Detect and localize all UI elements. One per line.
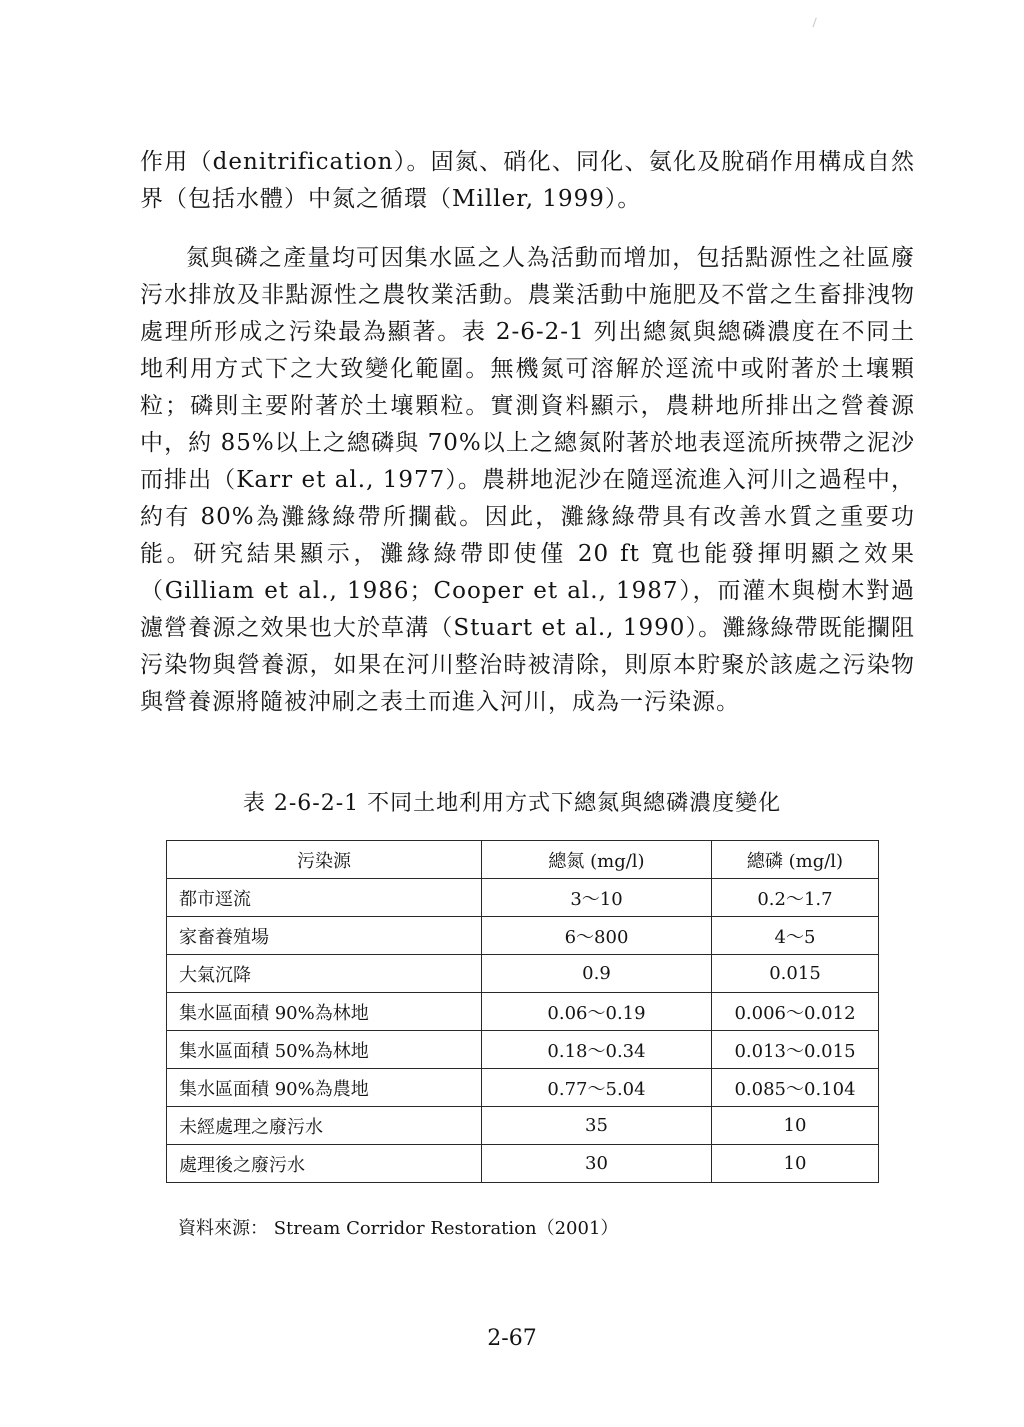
page-number: 2-67	[487, 1326, 537, 1351]
nitrogen-cell: 0.18～0.34	[482, 1031, 712, 1069]
paragraph-nutrient-pollution: 氮與磷之產量均可因集水區之人為活動而增加，包括點源性之社區廢污水排放及非點源性之農牧業活動。農業活動中施肥及不當之生畜排洩物處理所形成之污染最為顯著。表 2-6-2-1 列出總氮與總磷濃度在不同土地利用方式下之大致變化範圍。無機氮可溶解於逕流中或附著於土壤顆粒；磷則主要附著於土壤顆粒。實測資料顯示，農耕地所排出之營養源中，約 85%以上之總磷與 70%以上之總氮附著於地表逕流所挾帶之泥沙而排出（Karr et al., 1977）。農耕地泥沙在隨逕流進入河川之過程中，約有 80%為灘緣綠帶所攔截。因此，灘緣綠帶具有改善水質之重要功能。研究結果顯示，灘緣綠帶即使僅 20 ft 寬也能發揮明顯之效果（Gilliam et al., 1986；Cooper et al., 1987），而灌木與樹木對過濾營養源之效果也大於草溝（Stuart et al., 1990）。灘緣綠帶既能攔阻污染物與營養源，如果在河川整治時被清除，則原本貯聚於該處之污染物與營養源將隨被沖刷之表土而進入河川，成為一污染源。	[140, 245, 915, 715]
header-total-nitrogen: 總氮 (mg/l)	[482, 841, 712, 879]
source-cell: 處理後之廢污水	[167, 1145, 482, 1183]
nitrogen-cell: 30	[482, 1145, 712, 1183]
phosphorus-cell: 0.015	[712, 955, 879, 993]
source-cell: 集水區面積 50%為林地	[167, 1031, 482, 1069]
concentration-table	[166, 840, 879, 1183]
scan-mark	[812, 18, 819, 29]
phosphorus-cell: 0.013～0.015	[712, 1031, 879, 1069]
nitrogen-cell: 35	[482, 1107, 712, 1145]
table-row	[167, 1107, 879, 1145]
table-row	[167, 879, 879, 917]
nitrogen-cell: 0.9	[482, 955, 712, 993]
table-row	[167, 1031, 879, 1069]
source-cell: 未經處理之廢污水	[167, 1107, 482, 1145]
phosphorus-cell: 10	[712, 1145, 879, 1183]
header-total-phosphorus: 總磷 (mg/l)	[712, 841, 879, 879]
source-cell: 集水區面積 90%為農地	[167, 1069, 482, 1107]
source-cell: 都市逕流	[167, 879, 482, 917]
source-cell: 集水區面積 90%為林地	[167, 993, 482, 1031]
nitrogen-cell: 3～10	[482, 879, 712, 917]
nitrogen-cell: 0.77～5.04	[482, 1069, 712, 1107]
table-header-row	[167, 841, 879, 879]
source-cell: 家畜養殖場	[167, 917, 482, 955]
table-row	[167, 1069, 879, 1107]
phosphorus-cell: 0.2～1.7	[712, 879, 879, 917]
phosphorus-cell: 4～5	[712, 917, 879, 955]
table-row	[167, 917, 879, 955]
table-row	[167, 993, 879, 1031]
paragraph-nitrogen-cycle: 作用（denitrification）。固氮、硝化、同化、氨化及脫硝作用構成自然界（包括水體）中氮之循環（Miller, 1999）。	[140, 149, 915, 212]
data-source-note: 資料來源： Stream Corridor Restoration（2001）	[178, 1218, 619, 1239]
phosphorus-cell: 0.085～0.104	[712, 1069, 879, 1107]
source-cell: 大氣沉降	[167, 955, 482, 993]
nitrogen-cell: 6～800	[482, 917, 712, 955]
phosphorus-cell: 10	[712, 1107, 879, 1145]
phosphorus-cell: 0.006～0.012	[712, 993, 879, 1031]
table-row	[167, 1145, 879, 1183]
header-pollution-source: 污染源	[167, 841, 482, 879]
nitrogen-cell: 0.06～0.19	[482, 993, 712, 1031]
table-caption: 表 2-6-2-1 不同土地利用方式下總氮與總磷濃度變化	[242, 791, 782, 816]
table-row	[167, 955, 879, 993]
